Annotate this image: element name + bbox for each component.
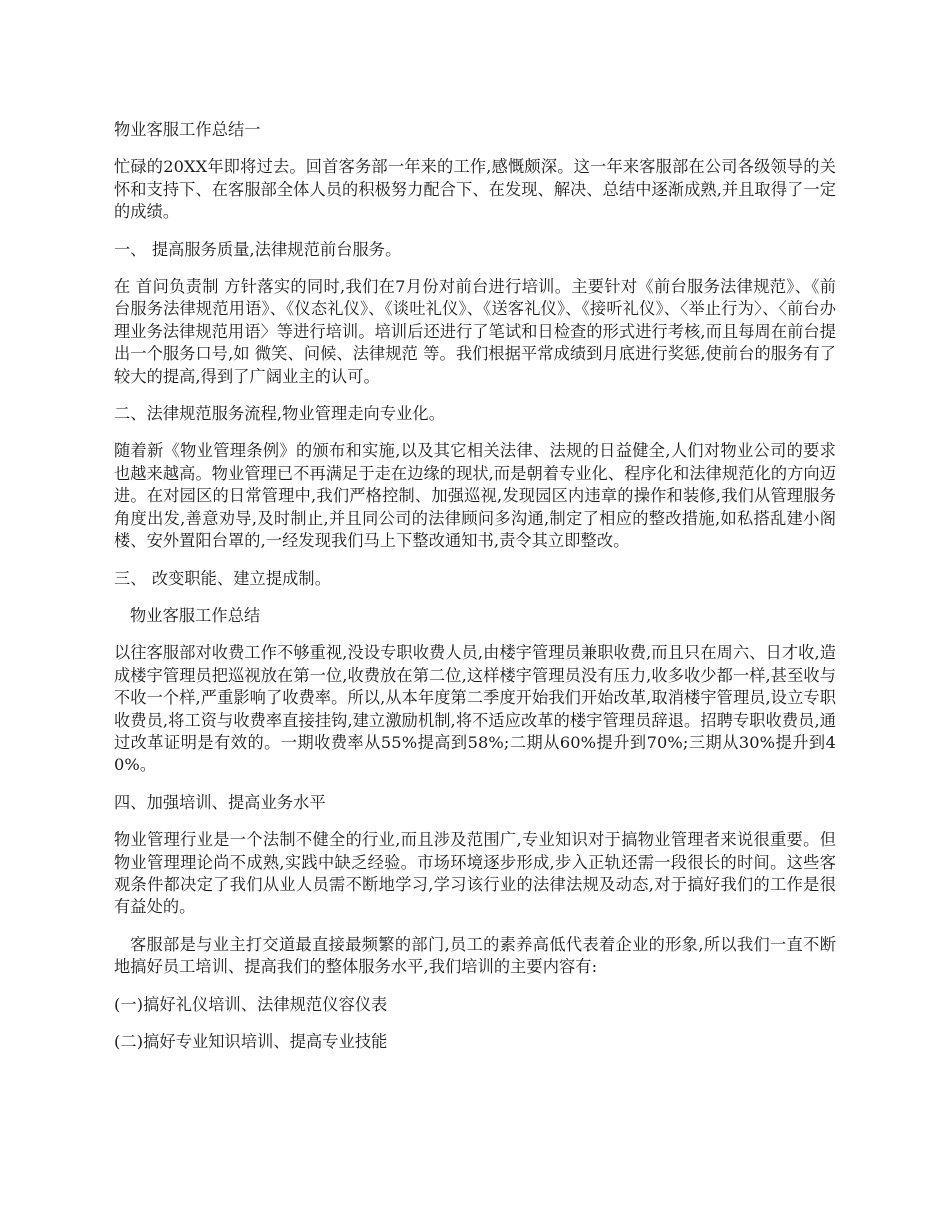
- subtitle: 物业客服工作总结: [130, 605, 261, 625]
- list-item-2: (二)搞好专业知识培训、提高专业技能: [114, 1032, 388, 1051]
- section-3-paragraph: 以往客服部对收费工作不够重视,没设专职收费人员,由楼宇管理员兼职收费,而且只在周六、日才收,造成楼宇管理员把巡视放在第一位,收费放在第二位,这样楼宇管理员没有压力,收多收少都一样,甚至收与不收一个样,严重影响了收费率。所以,从本年度第二季度开始我们开始改革,取消楼宇管理员,设立专职收费员,将工资与收费率直接挂钩,建立激励机制,将不适应改革的楼宇管理员辞退。招聘专职收费员,通过改革证明是有效的。一期收费率从55%提高到58%;二期从60%提升到70%;三期从30%提升到40%。: [114, 643, 836, 775]
- section-heading-1: 一、 提高服务质量,法律规范前台服务。: [114, 239, 402, 259]
- section-4-paragraph-1: 物业管理行业是一个法制不健全的行业,而且涉及范围广,专业知识对于搞物业管理者来说很重要。但物业管理理论尚不成熟,实践中缺乏经验。市场环境逐步形成,步入正轨还需一段很长的时间。这些客观条件都决定了我们从业人员需不断地学习,学习该行业的法律法规及动态,对于搞好我们的工作是很有益处的。: [114, 830, 836, 917]
- list-item-1: (一)搞好礼仪培训、法律规范仪容仪表: [114, 994, 388, 1014]
- section-heading-4: 四、加强培训、提高业务水平: [114, 792, 326, 812]
- document-body: [114, 119, 836, 1068]
- intro-paragraph: 忙碌的20XX年即将过去。回首客务部一年来的工作,感慨颇深。这一年来客服部在公司各级领导的关怀和支持下、在客服部全体人员的积极努力配合下、在发现、解决、总结中逐渐成熟,并且取得了一定的成绩。: [114, 157, 836, 222]
- document-title: 物业客服工作总结一: [114, 120, 261, 139]
- section-2-paragraph: 随着新《物业管理条例》的颁布和实施,以及其它相关法律、法规的日益健全,人们对物业公司的要求也越来越高。物业管理已不再满足于走在边缘的现状,而是朝着专业化、程序化和法律规范化的方向迈进。在对园区的日常管理中,我们严格控制、加强巡视,发现园区内违章的操作和装修,我们从管理服务角度出发,善意劝导,及时制止,并且同公司的法律顾问多沟通,制定了相应的整改措施,如私搭乱建小阁楼、安外置阳台罩的,一经发现我们马上下整改通知书,责令其立即整改。: [114, 441, 836, 551]
- section-heading-3: 三、 改变职能、建立提成制。: [114, 568, 331, 588]
- section-1-paragraph: 在 首问负责制 方针落实的同时,我们在7月份对前台进行培训。主要针对《前台服务法律规范》、《前台服务法律规范用语》、《仪态礼仪》、《谈吐礼仪》、《送客礼仪》、《接听礼仪》、〈举止行为〉、〈前台办理业务法律规范用语〉等进行培训。培训后还进行了笔试和日检查的形式进行考核,而且每周在前台提出一个服务口号,如 微笑、问候、法律规范 等。我们根据平常成绩到月底进行奖惩,使前台的服务有了较大的提高,得到了广阔业主的认可。: [114, 277, 836, 386]
- section-4-paragraph-2: 客服部是与业主打交道最直接最频繁的部门,员工的素养高低代表着企业的形象,所以我们一直不断地搞好员工培训、提高我们的整体服务水平,我们培训的主要内容有:: [114, 934, 836, 977]
- section-heading-2: 二、法律规范服务流程,物业管理走向专业化。: [114, 404, 445, 424]
